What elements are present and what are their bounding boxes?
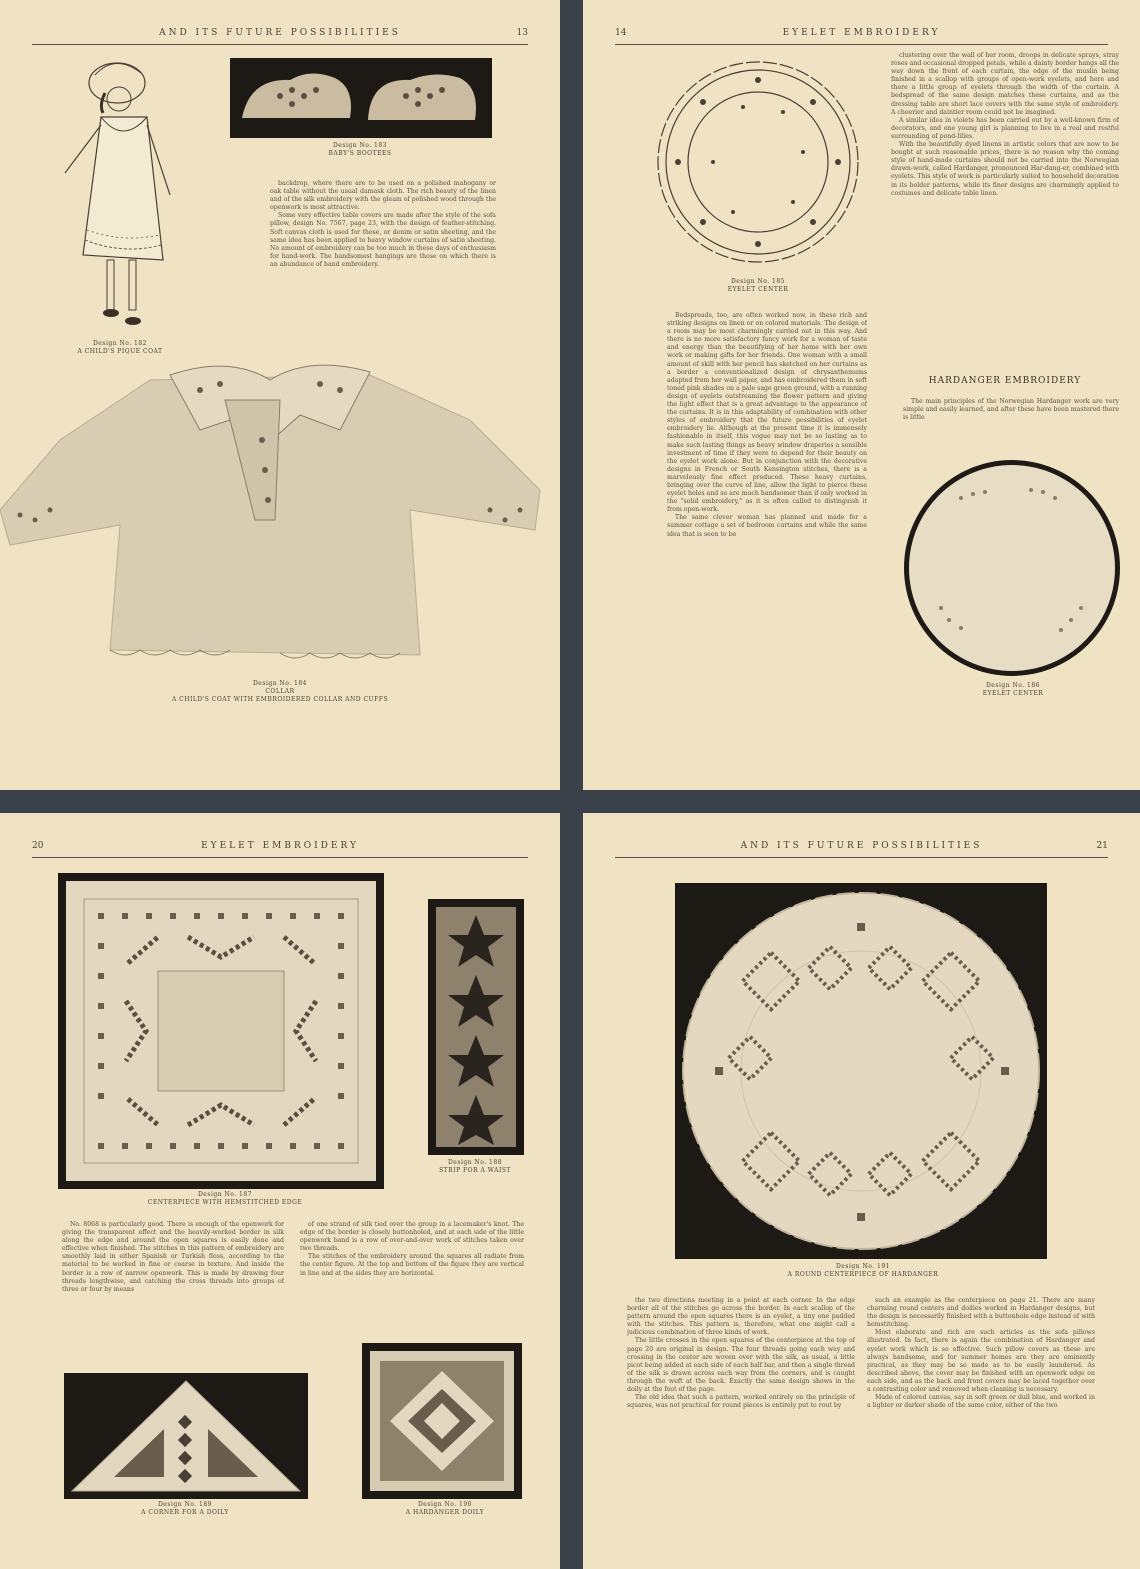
coat-photo <box>0 360 545 680</box>
caption-design-184: Design No. 184 COLLAR A CHILD'S COAT WITH EMBROIDERED COLLAR AND CUFFS <box>171 680 389 703</box>
caption-design-191: Design No. 191 A ROUND CENTERPIECE OF HARDANGER <box>787 1263 939 1278</box>
eyelet-center-photo <box>901 458 1123 678</box>
header-title: AND ITS FUTURE POSSIBILITIES <box>740 841 983 851</box>
running-header <box>32 835 528 858</box>
page-14-text-right: clustering over the wall of her room, droops in delicate sprays, stray roses and occasional dropped petals, while a dainty border hangs all the way down the front of each curtain, the edge of the muslin being finished in a scallop with groups of open-work eyelets, and here and there a little group of eyelets through the width of the curtain. A bedspread of the same design matches these curtains, and as the dressing table are short lace covers with the same style of embroidery. A cheerier and daintier room could not be imagined. A similar idea in violets has been carried out by a well-known firm of decorators, and one young girl is planning to live in a real and restful surrounding of pond-lilies. With the beautifully dyed linens in artistic colors that are now to be bought at such reasonable prices, there is no reason why the coming style of hand-made curtains should not be carried into the Norwegian drawn-work, called Hardanger, pronounced Har-dang-er, combined with eyelets. This style of work is particularly suited to household decoration in its bolder patterns, while its finer designs are charmingly applied to costumes and delicate table linen. <box>891 52 1119 197</box>
caption-design-185: Design No. 185 EYELET CENTER <box>727 278 789 293</box>
page-13 <box>0 0 560 790</box>
page-14-text-left: Bedspreads, too, are often worked now, in these rich and striking designs on linen or on colored materials. The design of a room may be most charmingly carried out in this way. And there is no more satisfactory fancy work for a woman of taste and energy than the beautifying of her home with her own work or making gifts for her friends. One woman with a small amount of skill with her pencil has sketched on her curtains as a border a conventionalized design of chrysanthemums adapted from her wall paper, and has embroidered them in soft toned pink shades on a pale sage green ground, with a running design of eyelets outstreaming the flower pattern and giving the light effect that is a great advantage to the appearance of the curtains. It is in this adaptability of combination with other styles of embroidery that the future possibilities of eyelet embroidery lie. Although at the present time it is immensely fashionable in itself, this vogue may not be so lasting as to make such lasting things as heavy window draperies a sensible investment of time if they were to depend for their beauty on the eyelet work alone. But in conjunction with the decorative designs in French or South Kensington stitches, there is a marvelously fine effect produced. These heavy curtains, bringing over the curve of line, allow the light to pierce these eyelet holes and so are much handsomer than if only worked in the "solid embroidery," as it is often called to distinguish it from open-work. The same clever woman has planned and made for a summer cottage a set of bedroom curtains and while the same idea that is seen to be <box>667 312 867 538</box>
page-21-text-left: the two directions meeting in a point at each corner. In the edge border all of the stitches go across the border. In each scallop of the pattern around the open squares there is an eyelet, a tiny one padded with the stitches. This pattern is, therefore, what one might call a judicious combination of three kinds of work. The little crosses in the open squares of the centerpiece at the top of page 20 are original in design. The four threads going each way and crossing in the center are woven over with the silk, as usual, a little picot being added at each side of each half bar, and then a single thread of the silk is drawn across each way from the corners, and is caught through the weft at the back. Exactly the same design shows in the doily at the foot of the page. The old idea that such a pattern, worked entirely on the principle of squares, was not practical for round pieces is entirely put to rout by <box>627 1297 855 1410</box>
caption-design-189: Design No. 189 A CORNER FOR A DOILY <box>141 1501 229 1516</box>
bootees-photo <box>230 58 492 138</box>
page-20-text-right: of one strand of silk tied over the group in a lacemaker's knot. The edge of the border is closely buttonholed, and at each side of the little openwork band is a row of over-and-over work of stitches taken over two threads. The stitches of the embroidery around the squares all radiate from the center figure. At the top and bottom of the figure they are vertical in line and at the sides they are horizontal. <box>300 1221 524 1277</box>
page-13-text: backdrop, where there are to be used on a polished mahogany or oak table without the usual damask cloth. The rich beauty of the linen and of the silk embroidery with the gleam of polished wood through the openwork is most attractive. Some very effective table covers are made after the style of the sofa pillow, design No. 7567, page 23, with the design of feather-stitching. Soft canvas cloth is used for these, or denim or satin sheeting, and the same idea has been applied to heavy window curtains of satin sheeting. No amount of embroidery can be too much in these days of enthusiasm for hand-work. The handsomest hangings are those on which there is an abundance of hand embroidery. <box>270 180 496 268</box>
page-21-text-right: such an example as the centerpiece on page 21. There are many charming round centers and doilies worked in Hardanger designs, but the design is necessarily finished with a buttonhole edge instead of with hemstitching. Most elaborate and rich are such articles as the sofa pillows illustrated. In fact, there is again the combination of Hardanger and eyelet work which is so effective. Such pillow covers as these are always handsome, and for summer homes are they are eminently practical, as they may be so made as to be easily laundered. As described above, the cover may be finished with an openwork edge on each side, and as the back and front covers may be laced together over a contrasting color and removed when cleaning is necessary. Made of colored canvas, say in soft green or dull blue, and worked in a lighter or darker shade of the same color, either of the two <box>867 1297 1095 1410</box>
hardanger-doily-photo <box>362 1343 522 1499</box>
page-14 <box>583 0 1140 790</box>
caption-design-182: Design No. 182 A CHILD'S PIQUE COAT <box>77 340 163 355</box>
running-header <box>615 835 1108 858</box>
caption-design-186: Design No. 186 EYELET CENTER <box>982 682 1044 697</box>
page-number: 13 <box>516 28 528 38</box>
page-20-text-left: No. 8068 is particularly good. There is enough of the openwork for giving the transparent effect and the heavily-worked border in silk along the edge and around the open squares is easily done and effective when finished. The stitches in this pattern of embroidery are smoothly laid in either Spanish or Turkish floss, according to the material to be worked in fine or coarse in texture. And inside the border is a row of narrow openwork. This is made by drawing four threads lengthwise, and catching the cross threads into groups of three or four by means <box>62 1221 284 1293</box>
page-number: 14 <box>615 28 627 38</box>
caption-design-190: Design No. 190 A HARDANGER DOILY <box>405 1501 485 1516</box>
strip-photo <box>428 899 524 1155</box>
header-title: EYELET EMBROIDERY <box>201 841 359 851</box>
eyelet-center-drawing <box>653 52 863 272</box>
header-title: AND ITS FUTURE POSSIBILITIES <box>159 28 401 38</box>
centerpiece-photo <box>58 873 384 1189</box>
doily-corner-photo <box>64 1373 308 1499</box>
page-20 <box>0 813 560 1569</box>
caption-design-187: Design No. 187 CENTERPIECE WITH HEMSTITCHED EDGE <box>147 1191 303 1206</box>
round-centerpiece-photo <box>675 883 1047 1259</box>
page-number: 20 <box>32 841 44 851</box>
page-number: 21 <box>1096 841 1108 851</box>
page-21 <box>583 813 1140 1569</box>
section-intro: The main principles of the Norwegian Hardanger work are very simple and easily learned, and after these have been mastered there is little <box>903 398 1119 422</box>
caption-design-188: Design No. 188 STRIP FOR A WAIST <box>439 1159 511 1174</box>
running-header <box>615 22 1108 45</box>
caption-design-183: Design No. 183 BABY'S BOOTEES <box>328 142 392 157</box>
child-coat-illustration <box>55 55 195 335</box>
running-header <box>32 22 528 45</box>
header-title: EYELET EMBROIDERY <box>782 28 941 38</box>
section-heading: HARDANGER EMBROIDERY <box>928 376 1082 386</box>
